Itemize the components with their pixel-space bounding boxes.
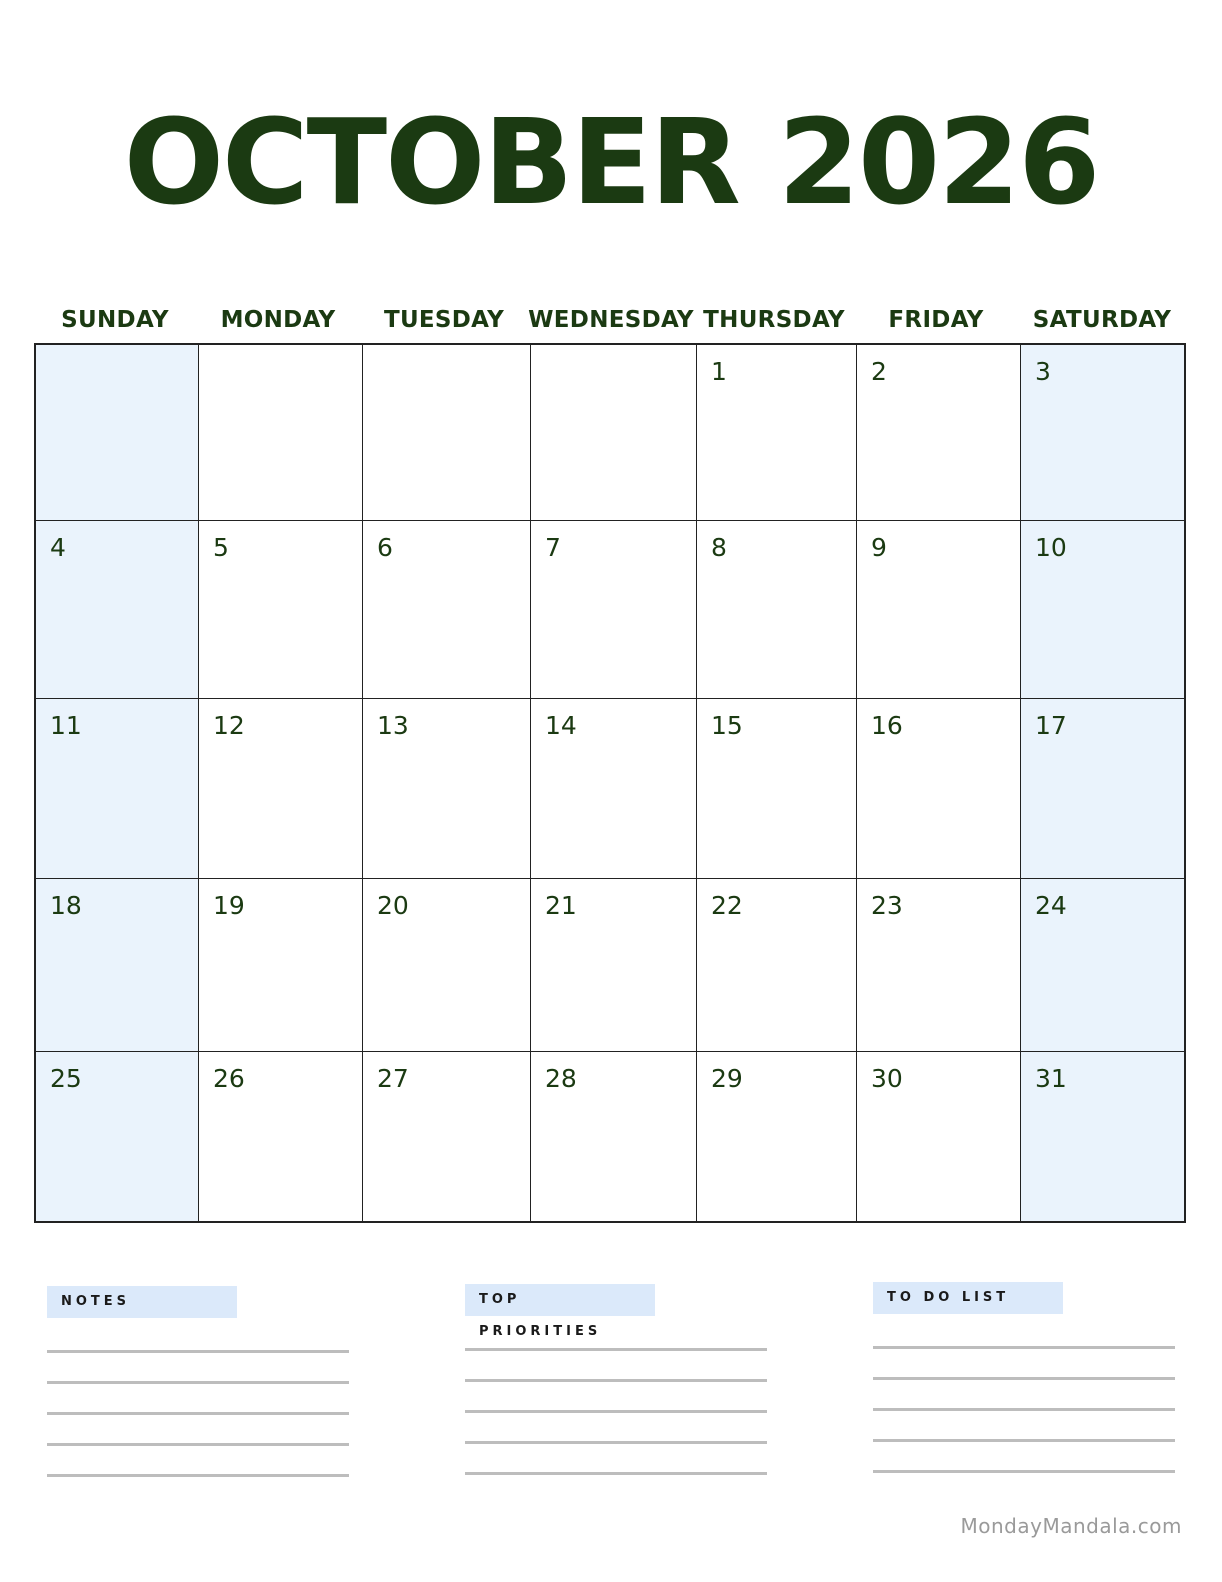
day-number: 4	[50, 533, 66, 562]
day-cell-weekend[interactable]	[1021, 699, 1184, 879]
day-number: 10	[1035, 533, 1067, 562]
day-cell[interactable]	[857, 699, 1021, 879]
day-cell[interactable]	[697, 699, 857, 879]
day-number: 8	[711, 533, 727, 562]
top-priorities-label: TOP PRIORITIES	[465, 1284, 655, 1316]
day-number: 17	[1035, 711, 1067, 740]
day-cell[interactable]	[363, 879, 531, 1052]
todo-line[interactable]	[873, 1439, 1175, 1442]
todo-line[interactable]	[873, 1377, 1175, 1380]
day-number: 24	[1035, 891, 1067, 920]
day-cell-empty[interactable]	[199, 345, 363, 521]
weekday-sunday: SUNDAY	[61, 307, 169, 333]
day-cell[interactable]	[857, 345, 1021, 521]
day-cell[interactable]	[697, 1052, 857, 1221]
day-number: 22	[711, 891, 743, 920]
day-number: 23	[871, 891, 903, 920]
day-cell-empty[interactable]	[531, 345, 697, 521]
day-number: 5	[213, 533, 229, 562]
day-cell-weekend[interactable]	[36, 879, 199, 1052]
day-cell-empty[interactable]	[36, 345, 199, 521]
todo-line[interactable]	[873, 1408, 1175, 1411]
day-cell-weekend[interactable]	[1021, 879, 1184, 1052]
notes-line[interactable]	[47, 1381, 349, 1384]
day-cell[interactable]	[199, 879, 363, 1052]
day-cell[interactable]	[697, 345, 857, 521]
day-cell[interactable]	[857, 1052, 1021, 1221]
todo-line[interactable]	[873, 1470, 1175, 1473]
weekday-saturday: SATURDAY	[1032, 307, 1172, 333]
day-cell[interactable]	[531, 1052, 697, 1221]
day-number: 7	[545, 533, 561, 562]
day-number: 31	[1035, 1064, 1067, 1093]
day-number: 2	[871, 357, 887, 386]
day-number: 18	[50, 891, 82, 920]
day-cell[interactable]	[199, 699, 363, 879]
day-cell[interactable]	[857, 879, 1021, 1052]
day-cell-weekend[interactable]	[36, 699, 199, 879]
day-cell-weekend[interactable]	[1021, 1052, 1184, 1221]
notes-line[interactable]	[47, 1474, 349, 1477]
day-number: 20	[377, 891, 409, 920]
day-number: 6	[377, 533, 393, 562]
day-number: 3	[1035, 357, 1051, 386]
calendar-title: OCTOBER 2026	[123, 93, 1099, 231]
day-cell-weekend[interactable]	[1021, 345, 1184, 521]
day-number: 28	[545, 1064, 577, 1093]
notes-line[interactable]	[47, 1412, 349, 1415]
day-cell-empty[interactable]	[363, 345, 531, 521]
top-priorities-section	[465, 1284, 770, 1339]
day-number: 21	[545, 891, 577, 920]
day-cell[interactable]	[531, 879, 697, 1052]
day-cell[interactable]	[199, 1052, 363, 1221]
day-number: 9	[871, 533, 887, 562]
day-number: 30	[871, 1064, 903, 1093]
day-cell[interactable]	[363, 699, 531, 879]
calendar-grid	[34, 343, 1186, 1223]
day-cell-weekend[interactable]	[1021, 521, 1184, 699]
priorities-line[interactable]	[465, 1472, 767, 1475]
priorities-line[interactable]	[465, 1379, 767, 1382]
weekday-tuesday: TUESDAY	[383, 307, 505, 333]
weekday-thursday: THURSDAY	[703, 307, 845, 333]
day-number: 27	[377, 1064, 409, 1093]
day-cell[interactable]	[857, 521, 1021, 699]
priorities-line[interactable]	[465, 1410, 767, 1413]
day-cell[interactable]	[697, 879, 857, 1052]
day-number: 19	[213, 891, 245, 920]
weekday-wednesday: WEDNESDAY	[528, 307, 694, 333]
to-do-list-section	[873, 1282, 1178, 1314]
notes-label: NOTES	[47, 1286, 237, 1318]
day-number: 13	[377, 711, 409, 740]
weekday-monday: MONDAY	[220, 307, 336, 333]
priorities-line[interactable]	[465, 1441, 767, 1444]
day-cell[interactable]	[199, 521, 363, 699]
day-number: 15	[711, 711, 743, 740]
weekday-friday: FRIDAY	[888, 307, 984, 333]
day-number: 12	[213, 711, 245, 740]
day-cell-weekend[interactable]	[36, 1052, 199, 1221]
day-number: 11	[50, 711, 82, 740]
todo-line[interactable]	[873, 1346, 1175, 1349]
day-number: 1	[711, 357, 727, 386]
notes-line[interactable]	[47, 1350, 349, 1353]
day-number: 25	[50, 1064, 82, 1093]
to-do-list-label: TO DO LIST	[873, 1282, 1063, 1314]
day-cell[interactable]	[531, 699, 697, 879]
day-number: 14	[545, 711, 577, 740]
day-number: 29	[711, 1064, 743, 1093]
day-cell[interactable]	[363, 521, 531, 699]
day-number: 16	[871, 711, 903, 740]
day-number: 26	[213, 1064, 245, 1093]
day-cell[interactable]	[363, 1052, 531, 1221]
day-cell[interactable]	[697, 521, 857, 699]
footer-watermark: MondayMandala.com	[960, 1514, 1182, 1538]
day-cell-weekend[interactable]	[36, 521, 199, 699]
notes-line[interactable]	[47, 1443, 349, 1446]
weekday-header	[34, 300, 1186, 340]
day-cell[interactable]	[531, 521, 697, 699]
priorities-line[interactable]	[465, 1348, 767, 1351]
notes-section	[47, 1286, 352, 1318]
